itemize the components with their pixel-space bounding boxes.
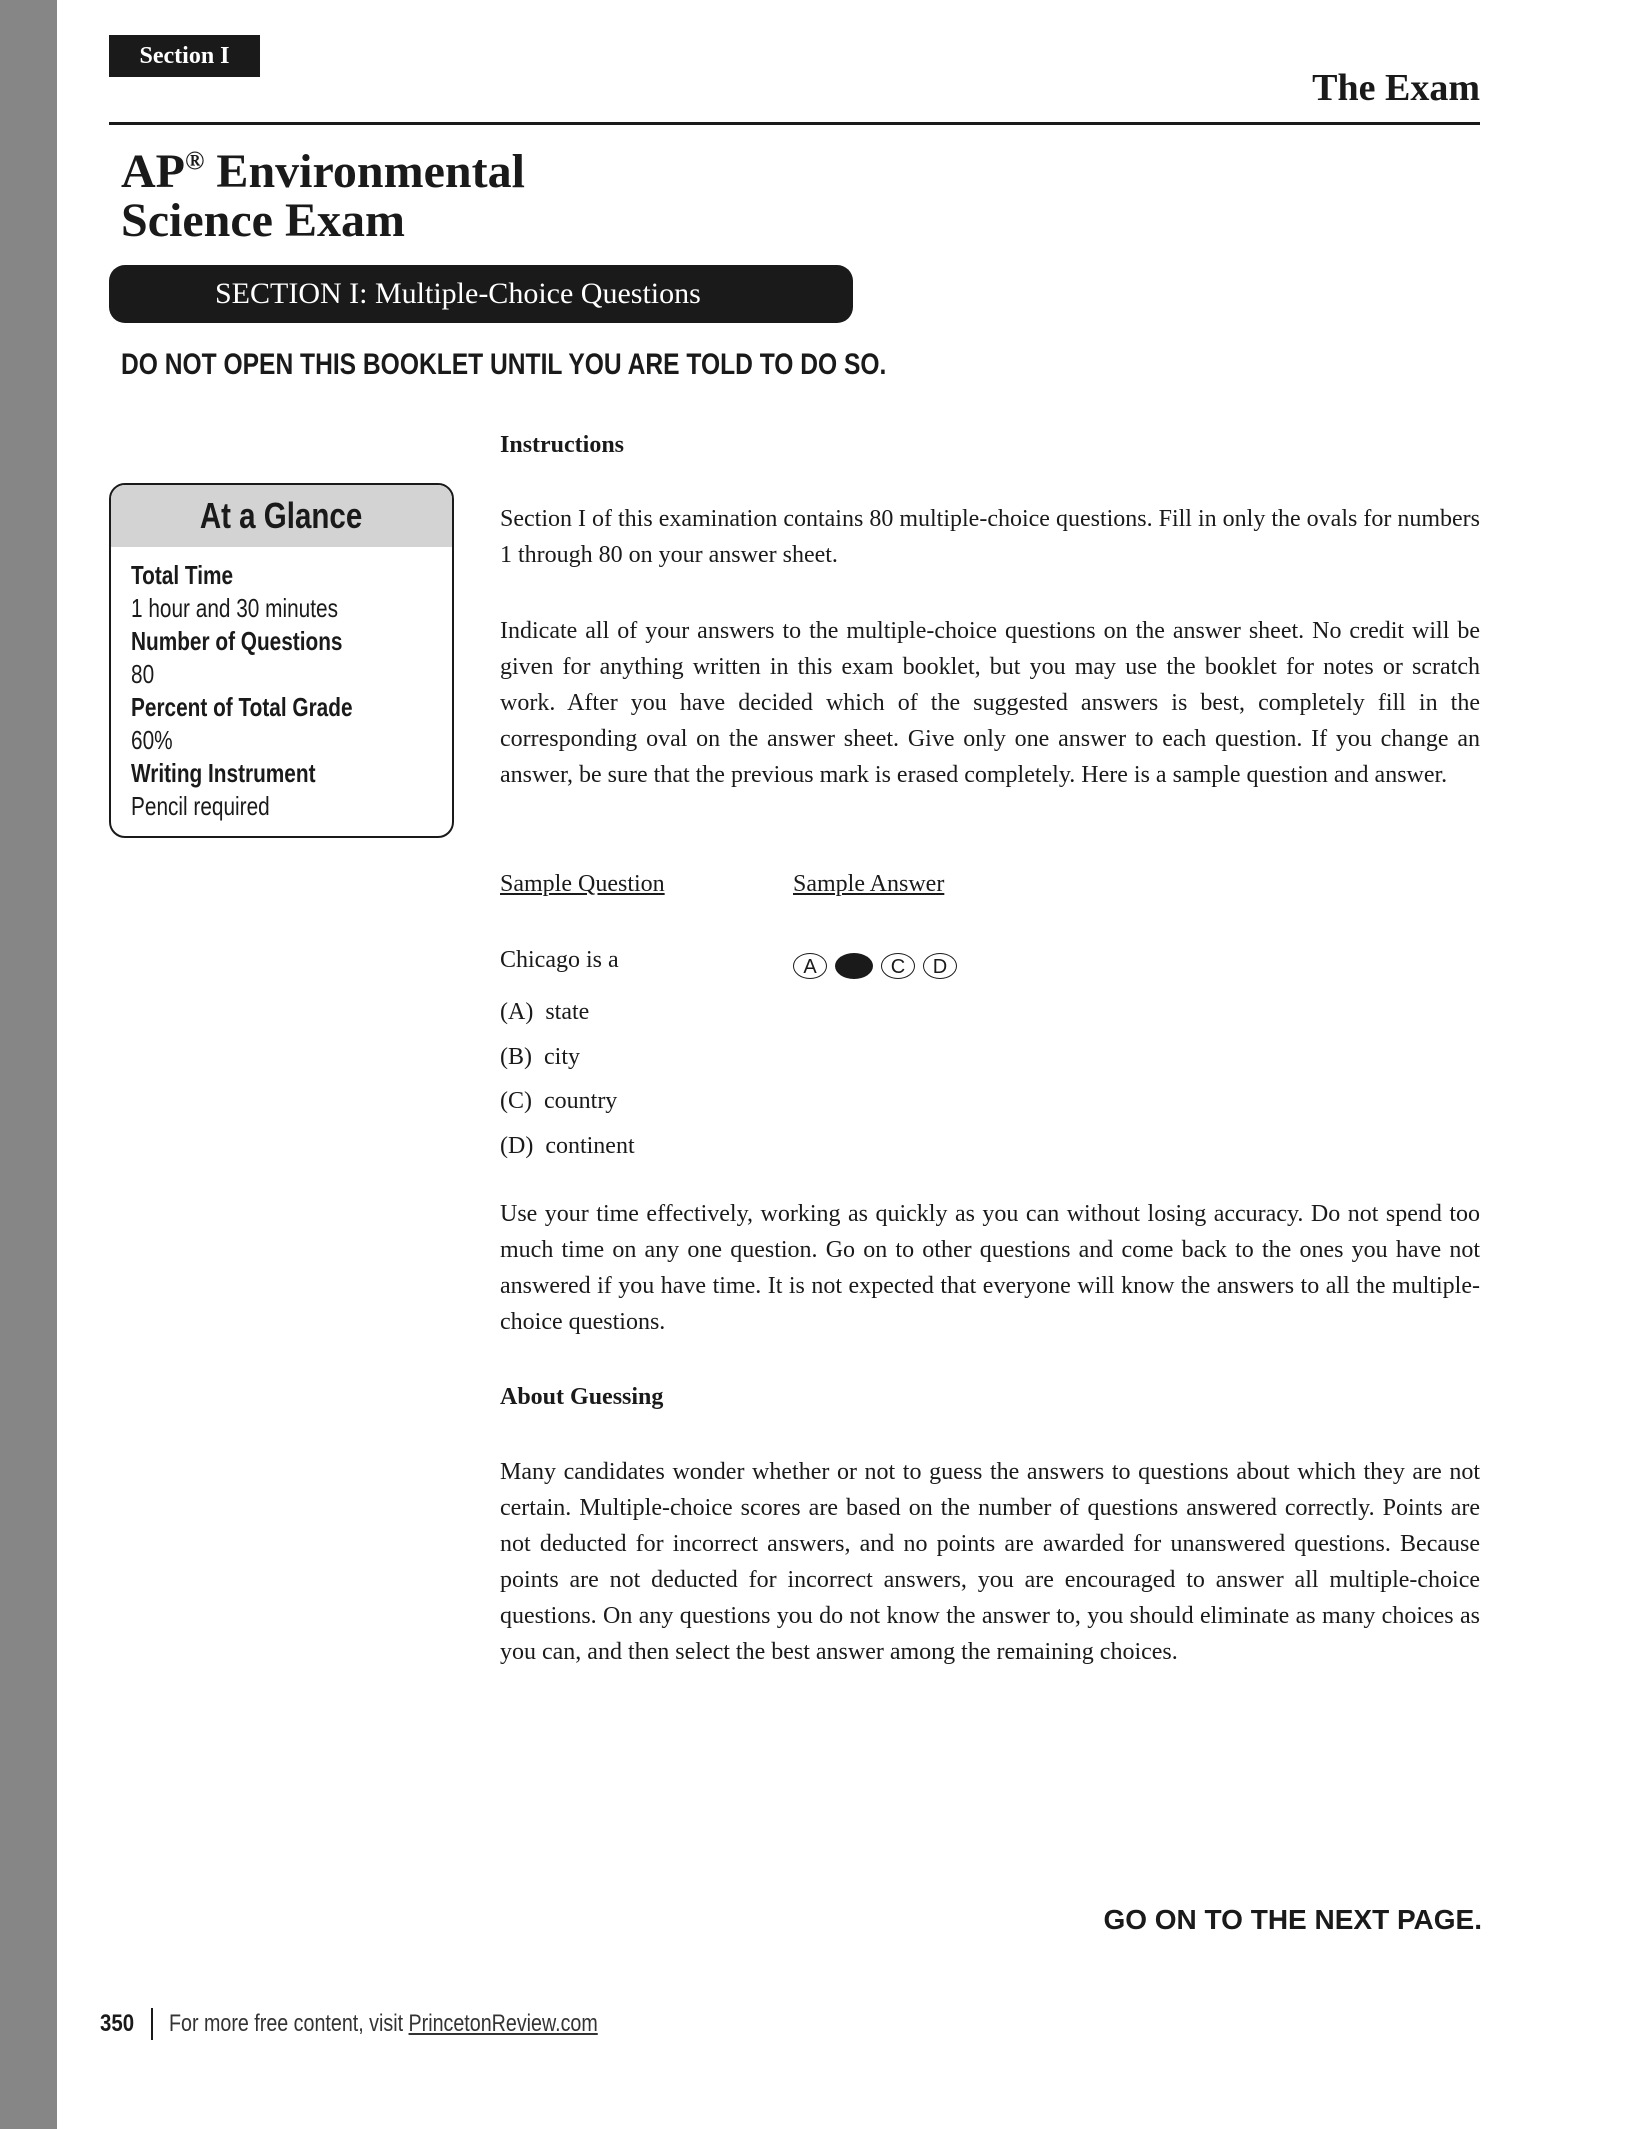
at-a-glance-header — [111, 485, 452, 547]
section-badge: Section I — [109, 35, 260, 77]
choice-a: (A) state — [500, 999, 590, 1025]
answer-oval-b-filled — [835, 953, 873, 979]
answer-oval-c: C — [881, 953, 915, 979]
choice-b: (B) city — [500, 1044, 580, 1070]
instructions-para-1: Section I of this examination contains 80 multiple-choice questions. Fill in only the ovals for numbers 1 through 80 on your answer sheet. — [500, 506, 1480, 568]
glance-label: Number of Questions — [131, 626, 343, 656]
go-on-notice: GO ON TO THE NEXT PAGE. — [1103, 1904, 1482, 1935]
instructions-para-2: Indicate all of your answers to the multiple-choice questions on the answer sheet. No credit will be given for anything written in this exam booklet, but you may use the booklet for notes or scratch work. After you have decided which of the suggested answers is best, completely fill in the corresponding oval on the answer sheet. Give only one answer to each question. If you change an answer, be sure that the previous mark is erased completely. Here is a sample question and answer. — [500, 618, 1480, 788]
footer-text — [169, 2010, 598, 2038]
title-line2: Science Exam — [121, 194, 405, 247]
glance-value: Pencil required — [131, 791, 270, 821]
glance-label: Writing Instrument — [131, 758, 316, 788]
footer-promo: For more free content, visit — [168, 2010, 409, 2037]
answer-oval-a: A — [793, 953, 827, 979]
warning-text: DO NOT OPEN THIS BOOKLET UNTIL YOU ARE TOLD TO DO SO. — [121, 348, 887, 381]
sample-answer-label: Sample Answer — [793, 871, 945, 897]
section-banner — [109, 265, 853, 323]
question-stem: Chicago is a — [500, 947, 619, 973]
answer-oval-d: D — [923, 953, 957, 979]
page-number: 350 — [100, 2010, 135, 2037]
instructions-para-3: Use your time effectively, working as quickly as you can without losing accuracy. Do not spend too much time on any one question. Go on to other questions and come back to the ones you have not answered if you have time. It is not expected that everyone will know the answers to all the multiple-choice questions. — [500, 1201, 1480, 1335]
running-title: The Exam — [1312, 67, 1480, 109]
guessing-heading: About Guessing — [500, 1384, 664, 1410]
glance-value: 80 — [131, 659, 155, 689]
choice-c: (C) country — [500, 1088, 618, 1114]
page-gutter — [0, 0, 57, 2129]
glance-value: 1 hour and 30 minutes — [131, 593, 338, 623]
page-title — [121, 136, 525, 245]
section-banner-label: SECTION I: Multiple-Choice Questions — [215, 277, 701, 310]
glance-value: 60% — [131, 725, 173, 755]
sample-answer-ovals — [793, 953, 957, 979]
glance-label: Percent of Total Grade — [131, 692, 353, 722]
footer-divider — [151, 2008, 153, 2040]
at-a-glance-heading: At a Glance — [200, 495, 363, 536]
instructions-heading: Instructions — [500, 432, 625, 458]
header-rule — [109, 122, 1480, 125]
sample-question-label: Sample Question — [500, 871, 665, 897]
choice-d: (D) continent — [500, 1133, 635, 1159]
registered-mark: ® — [184, 146, 205, 175]
footer — [97, 2008, 691, 2040]
footer-link[interactable]: PrincetonReview.com — [408, 2010, 598, 2037]
guessing-para: Many candidates wonder whether or not to guess the answers to questions about which they are not certain. Multiple-choice scores are based on the number of questions answered correctly. Points are not deducted for incorrect answers, and no points are awarded for unanswered questions. Because points are not deducted for incorrect answers, you are encouraged to answer all multiple-choice questions. On any questions you do not know the answer to, you should eliminate as many choices as you can, and then select the best answer among the remaining choices. — [500, 1459, 1480, 1665]
glance-label: Total Time — [131, 560, 234, 590]
title-ap: AP — [121, 145, 185, 198]
at-a-glance-box — [109, 483, 454, 838]
title-line1: Environmental — [204, 145, 525, 198]
